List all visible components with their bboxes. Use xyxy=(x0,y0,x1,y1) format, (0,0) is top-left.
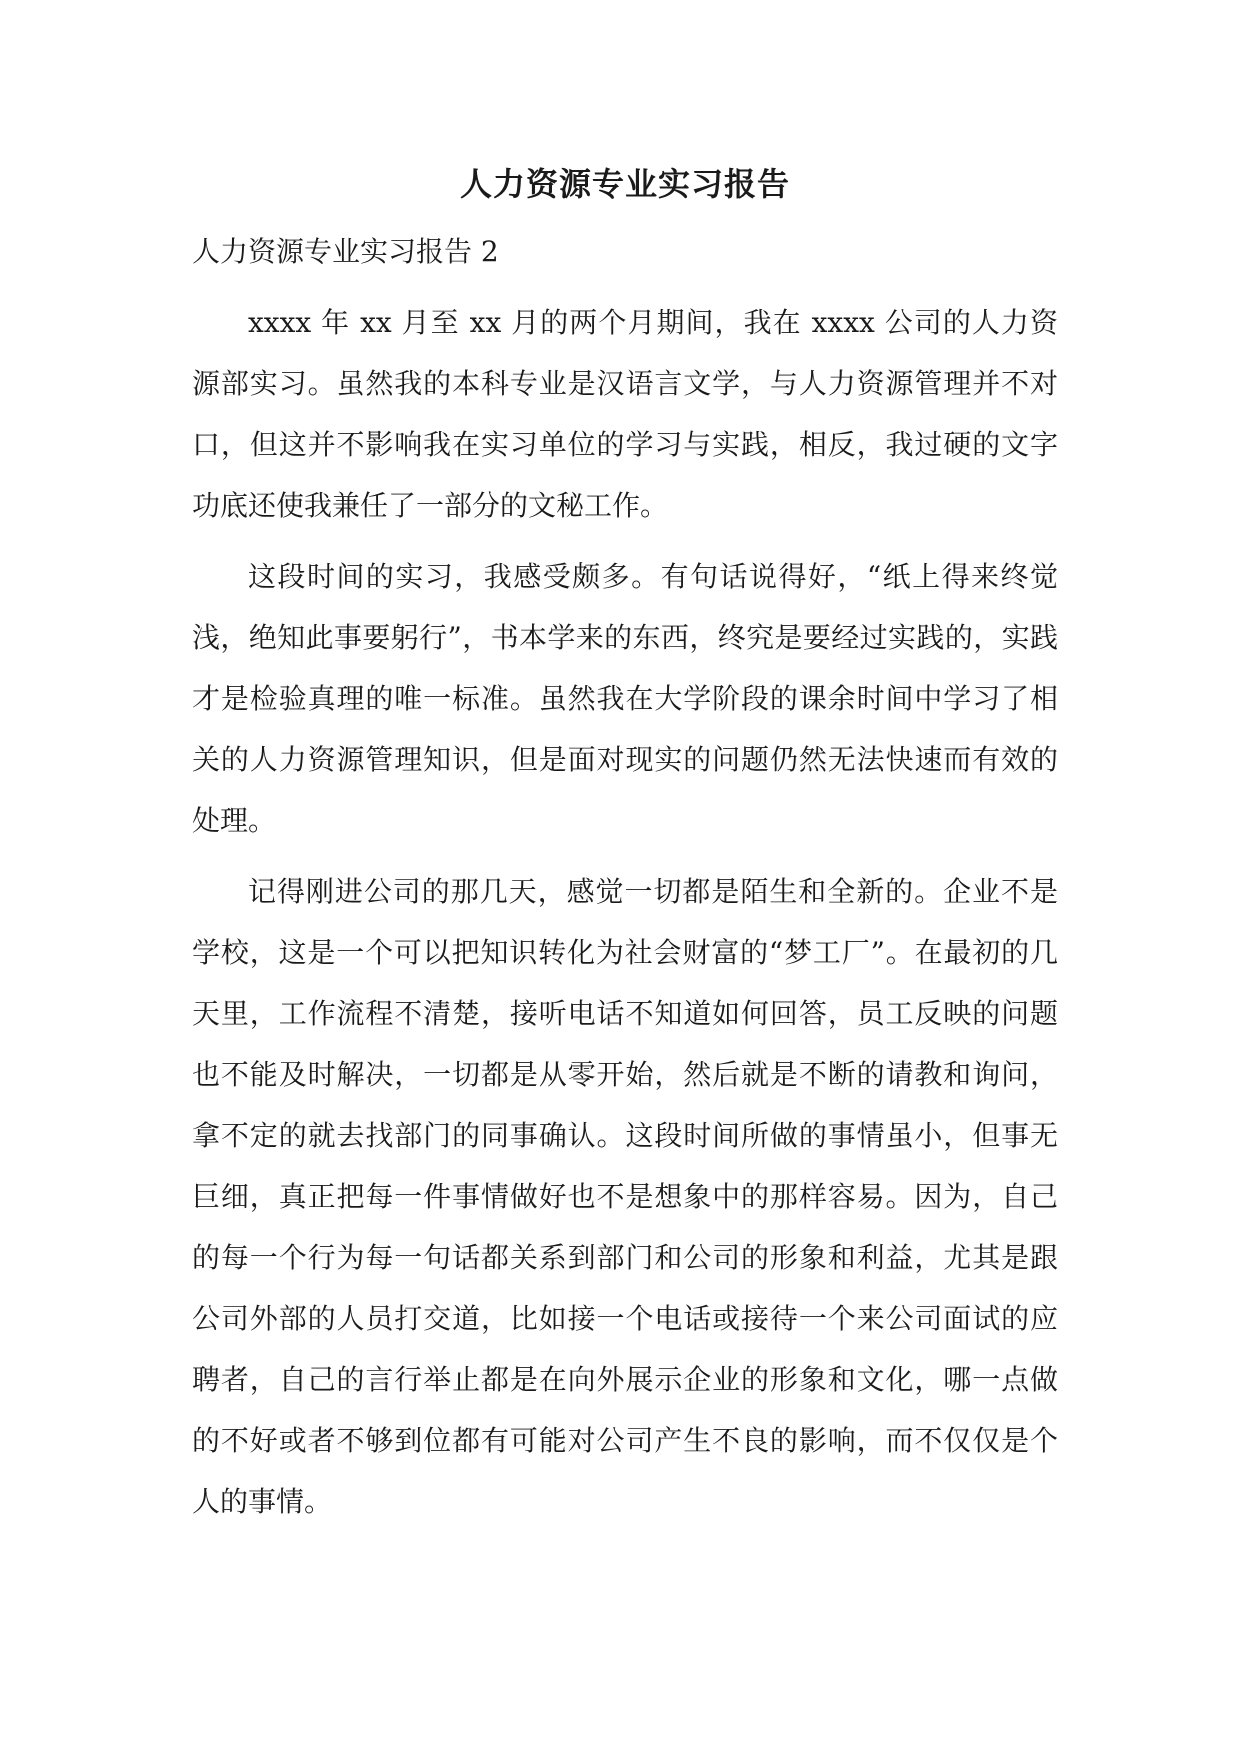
document-title: 人力资源专业实习报告 xyxy=(459,165,790,203)
document-subtitle: 人力资源专业实习报告 2 xyxy=(192,235,499,268)
paragraph: 这段时间的实习，我感受颇多。有句话说得好，“纸上得来终觉浅，绝知此事要躬行”，书本学来的东西，终究是要经过实践的，实践才是检验真理的唯一标准。虽然我在大学阶段的课余时间中学习了相关的人力资源管理知识，但是面对现实的问题仍然无法快速而有效的处理。 xyxy=(192,560,1058,837)
paragraph: 记得刚进公司的那几天，感觉一切都是陌生和全新的。企业不是学校，这是一个可以把知识转化为社会财富的“梦工厂”。在最初的几天里，工作流程不清楚，接听电话不知道如何回答，员工反映的问题也不能及时解决，一切都是从零开始，然后就是不断的请教和询问，拿不定的就去找部门的同事确认。这段时间所做的事情虽小，但事无巨细，真正把每一件事情做好也不是想象中的那样容易。因为，自己的每一个行为每一句话都关系到部门和公司的形象和利益，尤其是跟公司外部的人员打交道，比如接一个电话或接待一个来公司面试的应聘者，自己的言行举止都是在向外展示企业的形象和文化，哪一点做的不好或者不够到位都有可能对公司产生不良的影响，而不仅仅是个人的事情。 xyxy=(192,875,1058,1518)
paragraph: xxxx 年 xx 月至 xx 月的两个月期间，我在 xxxx 公司的人力资源部实习。虽然我的本科专业是汉语言文学，与人力资源管理并不对口，但这并不影响我在实习单位的学习与实践，相反，我过硬的文字功底还使我兼任了一部分的文秘工作。 xyxy=(192,306,1058,522)
document-body xyxy=(192,292,1058,1542)
